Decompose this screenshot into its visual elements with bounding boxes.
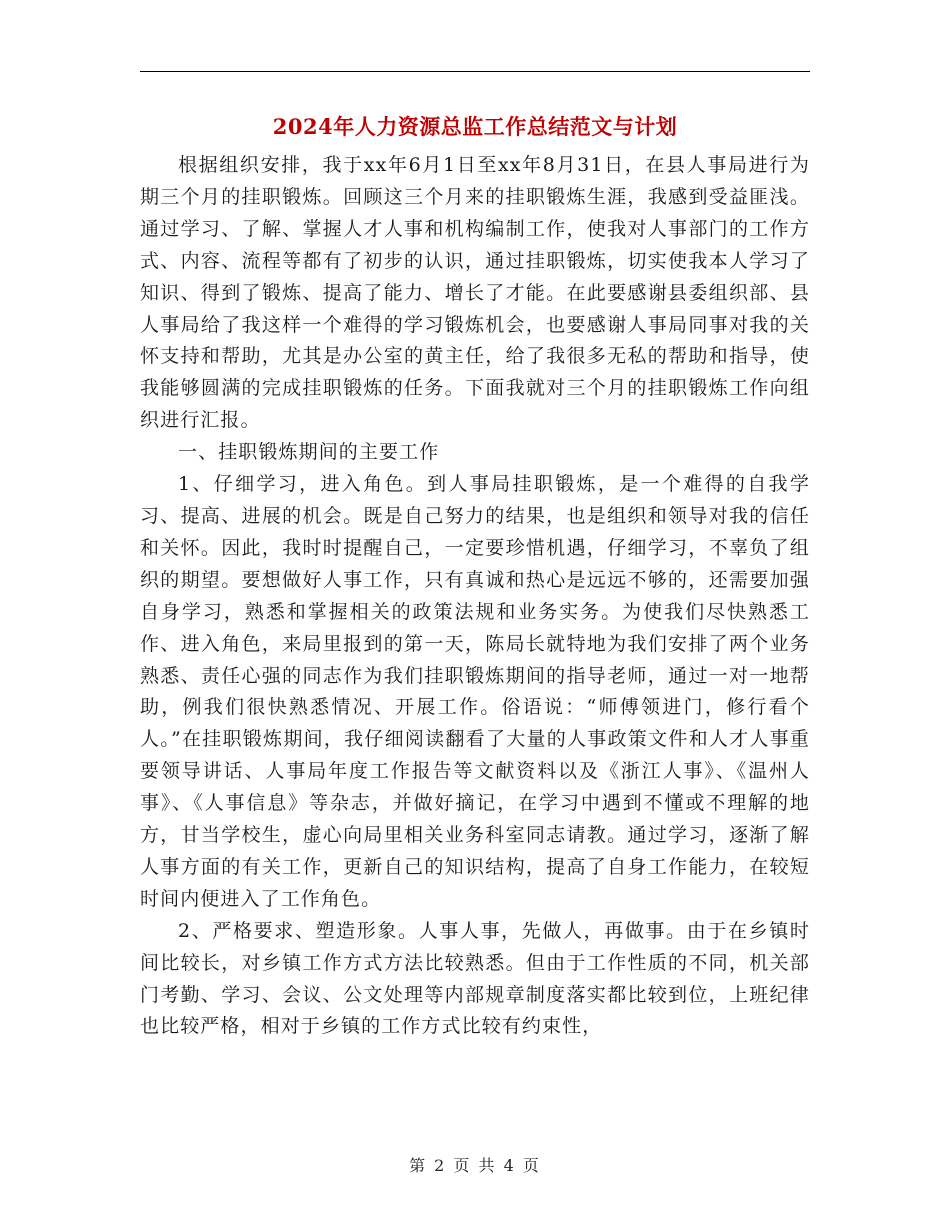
section-heading: 一、挂职锻炼期间的主要工作 — [178, 441, 440, 464]
document-title: 2024年人力资源总监工作总结范文与计划 — [272, 114, 678, 139]
intro-paragraph: 根据组织安排，我于xx年6月1日至xx年8月31日，在县人事局进行为期三个月的挂职锻炼。回顾这三个月来的挂职锻炼生涯，我感到受益匪浅。通过学习、了解、掌握人才人事和机构编制工作，使我对人事部门的工作方式、内容、流程等都有了初步的认识，通过挂职锻炼，切实使我本人学习了知识、得到了锻炼、提高了能力、增长了才能。在此要感谢县委组织部、县人事局给了我这样一个难得的学习锻炼机会，也要感谢人事局同事对我的关怀支持和帮助，尤其是办公室的黄主任，给了我很多无私的帮助和指导，使我能够圆满的完成挂职锻炼的任务。下面我就对三个月的挂职锻炼工作向组织进行汇报。 — [140, 154, 810, 432]
document-body — [140, 150, 810, 1043]
header-rule — [140, 71, 810, 72]
paragraph-discipline: 2、严格要求、塑造形象。人事人事，先做人，再做事。由于在乡镇时间比较长，对乡镇工作方式方法比较熟悉。但由于工作性质的不同，机关部门考勤、学习、会议、公文处理等内部规章制度落实都比较到位，上班纪律也比较严格，相对于乡镇的工作方式比较有约束性， — [140, 919, 810, 1038]
page-footer: 第 2 页 共 4 页 — [409, 1156, 541, 1175]
paragraph-study: 1、仔细学习，进入角色。到人事局挂职锻炼，是一个难得的自我学习、提高、进展的机会。既是自己努力的结果，也是组织和领导对我的信任和关怀。因此，我时时提醒自己，一定要珍惜机遇，仔细学习，不辜负了组织的期望。要想做好人事工作，只有真诚和热心是远远不够的，还需要加强自身学习，熟悉和掌握相关的政策法规和业务实务。为使我们尽快熟悉工作、进入角色，来局里报到的第一天，陈局长就特地为我们安排了两个业务熟悉、责任心强的同志作为我们挂职锻炼期间的指导老师，通过一对一地帮助，例我们很快熟悉情况、开展工作。俗语说：“师傅领进门，修行看个人。”在挂职锻炼期间，我仔细阅读翻看了大量的人事政策文件和人才人事重要领导讲话、人事局年度工作报告等文献资料以及《浙江人事》、《温州人事》、《人事信息》等杂志，并做好摘记，在学习中遇到不懂或不理解的地方，甘当学校生，虚心向局里相关业务科室同志请教。通过学习，逐渐了解人事方面的有关工作，更新自己的知识结构，提高了自身工作能力，在较短时间内便进入了工作角色。 — [140, 473, 810, 910]
